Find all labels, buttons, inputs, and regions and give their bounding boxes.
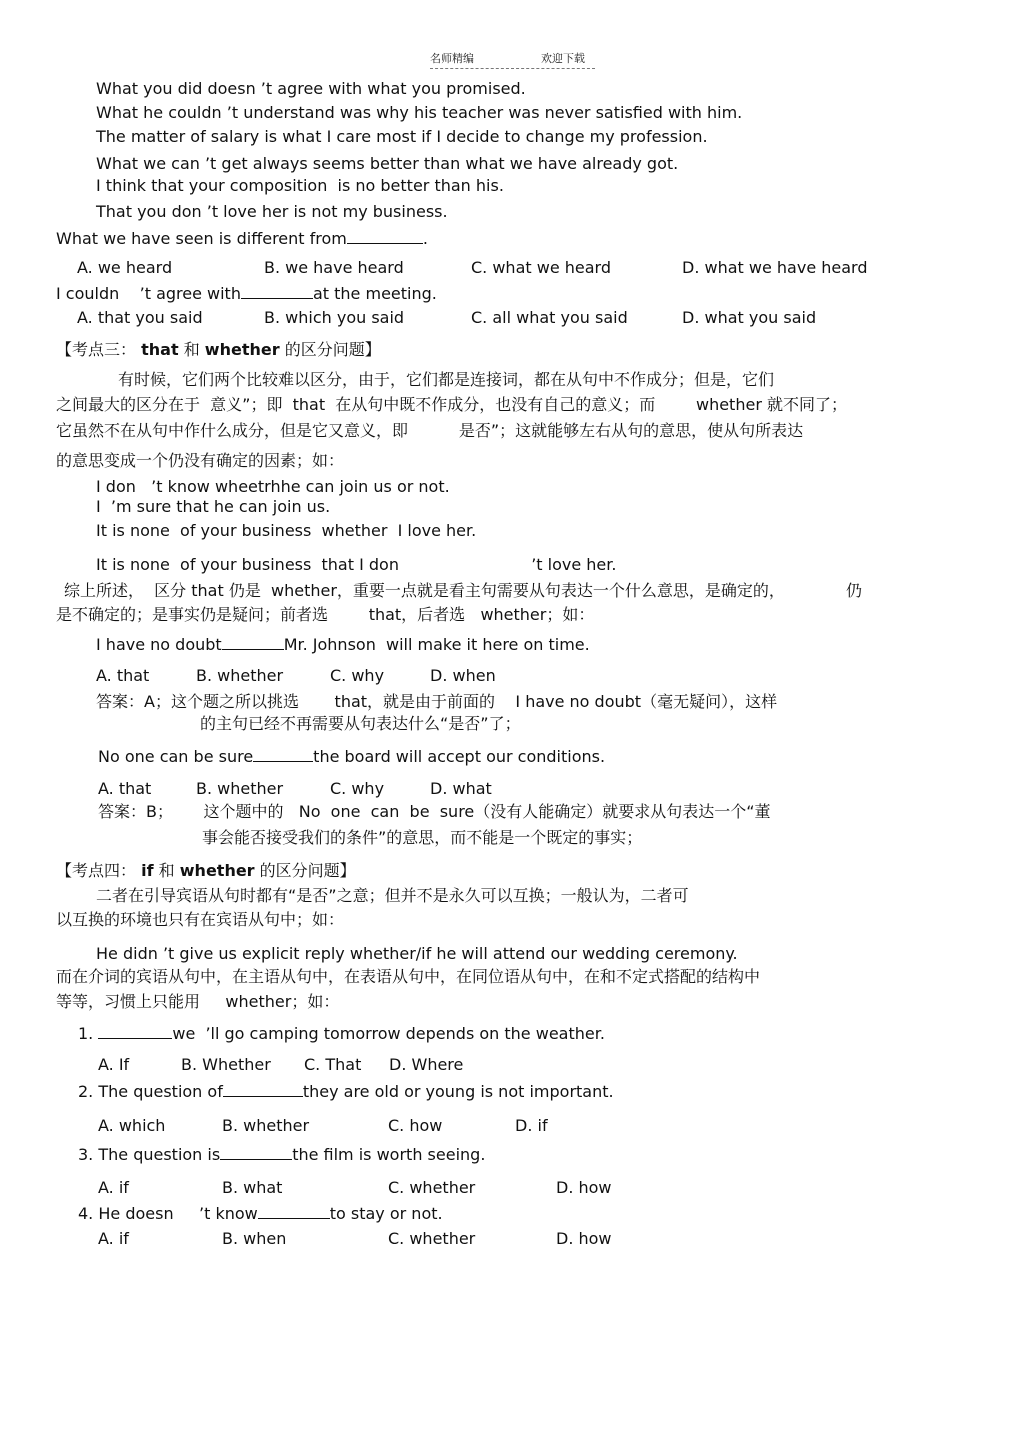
option: C. whether: [388, 1178, 476, 1197]
option: B. whether: [196, 666, 284, 685]
option: C. That: [304, 1055, 362, 1074]
paragraph-line: 是不确定的；是事实仍是疑问；前者选 that，后者选 whether；如：: [56, 605, 595, 624]
answer-blank: [220, 1145, 292, 1160]
answer-blank: [223, 1082, 303, 1097]
example-sentence: The matter of salary is what I care most if I decide to change my profession.: [96, 127, 708, 146]
section-heading: 【考点四： if 和 whether 的区分问题】: [56, 861, 356, 880]
option: D. when: [430, 666, 496, 685]
option: C. how: [388, 1116, 443, 1135]
answer-blank: [258, 1204, 330, 1219]
option: A. we heard: [77, 258, 173, 277]
example-sentence: I ’m sure that he can join us.: [96, 497, 331, 516]
example-sentence: It is none of your business whether I love her.: [96, 521, 477, 540]
option: A. that you said: [77, 308, 203, 327]
option: D. what: [430, 779, 492, 798]
example-sentence: That you don ’t love her is not my business.: [96, 202, 448, 221]
example-sentence: I think that your composition is no better than his.: [96, 176, 504, 195]
header-right: 欢迎下载: [541, 52, 585, 65]
answer-blank: [347, 229, 423, 244]
paragraph-line: 等等，习惯上只能用 whether；如：: [56, 992, 340, 1011]
paragraph-line: 有时候，它们两个比较难以区分，由于，它们都是连接词，都在从句中不作成分；但是，它们: [118, 370, 775, 389]
option: A. if: [98, 1229, 129, 1248]
option: D. how: [556, 1178, 612, 1197]
paragraph-line: 二者在引导宾语从句时都有“是否”之意；但并不是永久可以互换；一般认为，二者可: [96, 886, 689, 905]
paragraph-line: 综上所述， 区分 that 仍是 whether，重要一点就是看主句需要从句表达一个什么意思，是确定的， 仍: [64, 581, 862, 600]
option: B. when: [222, 1229, 287, 1248]
answer-explanation: 的主句已经不再需要从句表达什么“是否”了；: [200, 714, 521, 733]
example-sentence: What we can ’t get always seems better than what we have already got.: [96, 154, 679, 173]
option: C. all what you said: [471, 308, 628, 327]
answer-explanation: 答案：B； 这个题中的 No one can be sure（没有人能确定）就要求从句表达一个“董: [98, 802, 771, 821]
option: A. that: [96, 666, 150, 685]
question-stem: I couldn ’t agree with at the meeting.: [56, 284, 437, 303]
question-stem: No one can be sure the board will accept our conditions.: [98, 747, 606, 766]
option: C. whether: [388, 1229, 476, 1248]
answer-blank: [241, 284, 313, 299]
option: D. Where: [389, 1055, 464, 1074]
option: B. which you said: [264, 308, 405, 327]
option: C. what we heard: [471, 258, 611, 277]
example-sentence: What he couldn ’t understand was why his teacher was never satisfied with him.: [96, 103, 743, 122]
answer-explanation: 答案：A；这个题之所以挑选 that，就是由于前面的 I have no doubt（毫无疑问），这样: [96, 692, 778, 711]
exercise-stem: 3. The question is the film is worth seeing.: [78, 1145, 486, 1164]
example-sentence: What you did doesn ’t agree with what you promised.: [96, 79, 526, 98]
option: A. If: [98, 1055, 130, 1074]
exercise-stem: 4. He doesn ’t know to stay or not.: [78, 1204, 443, 1223]
paragraph-line: 而在介词的宾语从句中，在主语从句中，在表语从句中，在同位语从句中，在和不定式搭配的结构中: [56, 967, 761, 986]
page-header: [430, 50, 595, 69]
exercise-stem: 2. The question of they are old or young is not important.: [78, 1082, 614, 1101]
question-stem: I have no doubt Mr. Johnson will make it here on time.: [96, 635, 590, 654]
option: B. Whether: [181, 1055, 271, 1074]
option: C. why: [330, 779, 385, 798]
question-stem: What we have seen is different from .: [56, 229, 428, 248]
option: B. we have heard: [264, 258, 404, 277]
option: D. what we have heard: [682, 258, 868, 277]
answer-blank: [253, 747, 313, 762]
option: A. which: [98, 1116, 166, 1135]
section-heading: 【考点三： that 和 whether 的区分问题】: [56, 340, 381, 359]
option: B. what: [222, 1178, 283, 1197]
option: B. whether: [222, 1116, 310, 1135]
example-sentence: I don ’t know wheetrhhe can join us or not.: [96, 477, 450, 496]
option: D. what you said: [682, 308, 817, 327]
option: A. if: [98, 1178, 129, 1197]
example-sentence: It is none of your business that I don ’t love her.: [96, 555, 617, 574]
paragraph-line: 它虽然不在从句中作什么成分，但是它又意义，即 是否”；这就能够左右从句的意思，使从句所表达: [56, 421, 804, 440]
paragraph-line: 的意思变成一个仍没有确定的因素；如：: [56, 451, 345, 470]
option: B. whether: [196, 779, 284, 798]
paragraph-line: 之间最大的区分在于 意义”；即 that 在从句中既不作成分，也没有自己的意义；而 whether 就不同了；: [56, 395, 847, 414]
exercise-stem: 1. we ’ll go camping tomorrow depends on the weather.: [78, 1024, 605, 1043]
example-sentence: He didn ’t give us explicit reply whether/if he will attend our wedding ceremony.: [96, 944, 738, 963]
option: D. how: [556, 1229, 612, 1248]
paragraph-line: 以互换的环境也只有在宾语从句中；如：: [56, 910, 345, 929]
header-left: 名师精编: [430, 52, 474, 65]
answer-blank: [98, 1024, 172, 1039]
answer-explanation: 事会能否接受我们的条件”的意思，而不能是一个既定的事实；: [202, 828, 643, 847]
option: D. if: [515, 1116, 548, 1135]
option: C. why: [330, 666, 385, 685]
option: A. that: [98, 779, 152, 798]
answer-blank: [222, 635, 284, 650]
